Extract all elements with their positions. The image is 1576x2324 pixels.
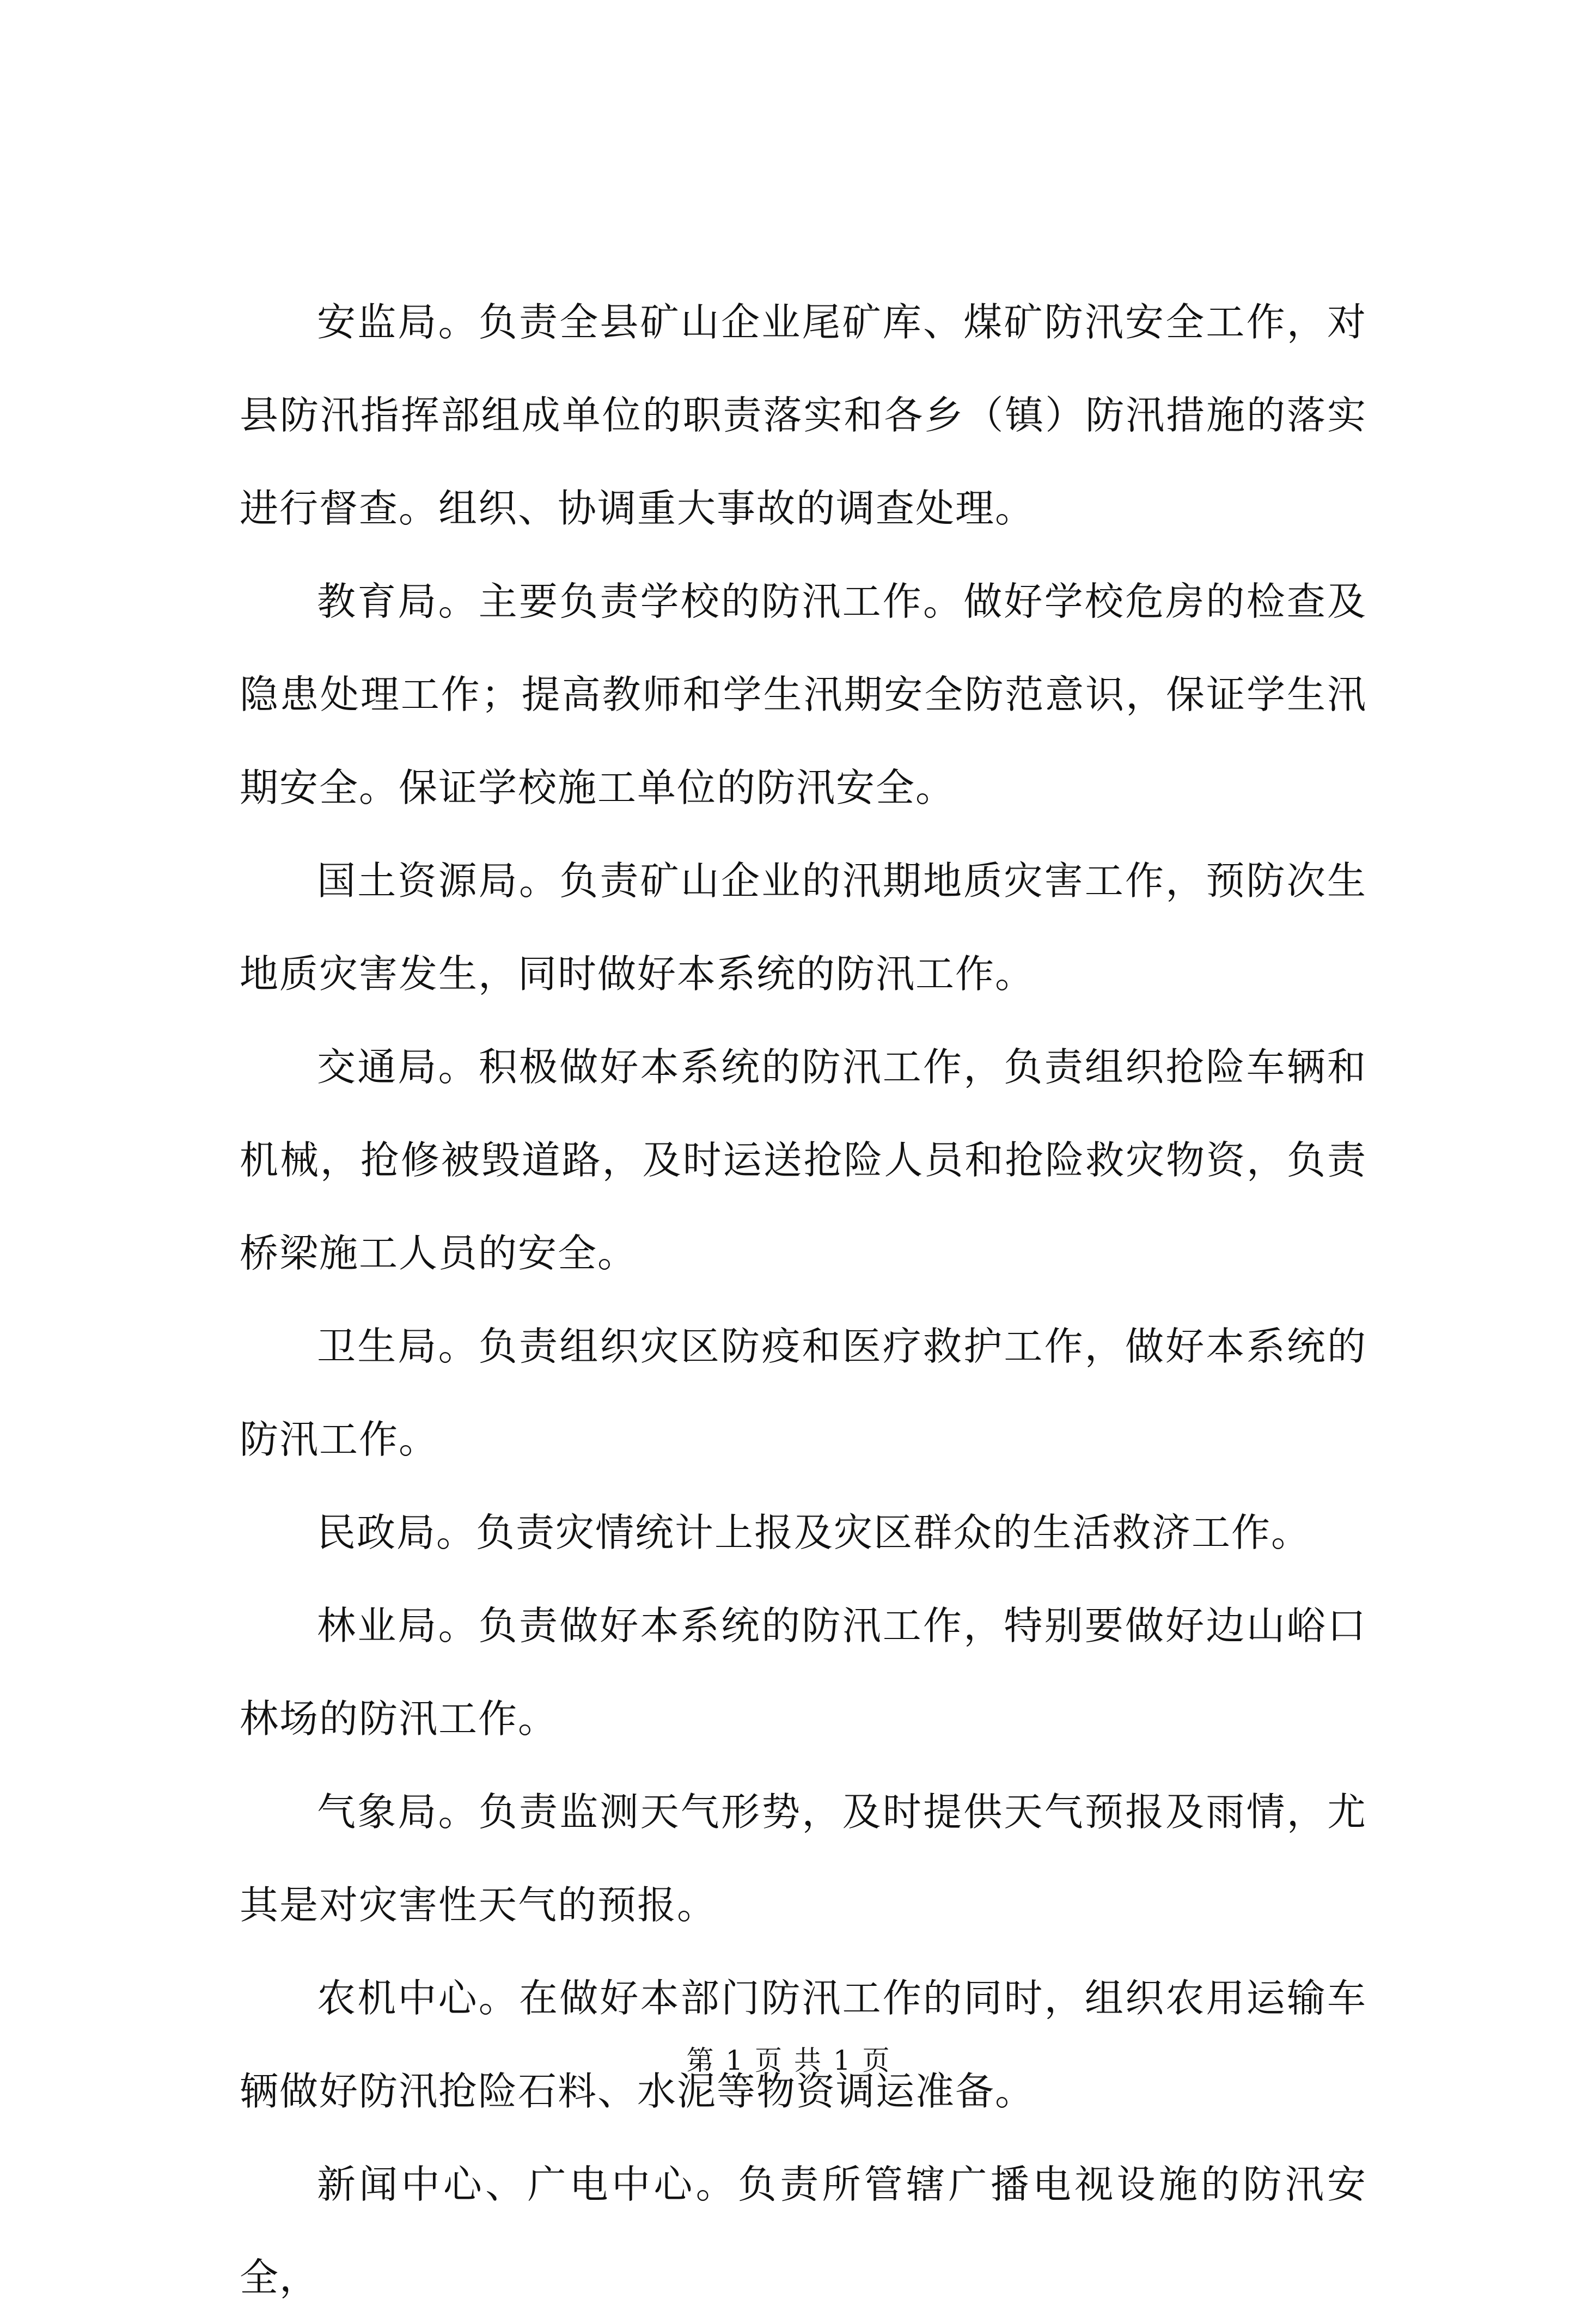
paragraph-education-bureau: 教育局。主要负责学校的防汛工作。做好学校危房的检查及隐患处理工作；提高教师和学生汛期安全防范意识，保证学生汛期安全。保证学校施工单位的防汛安全。 [240,579,1367,810]
paragraph-land-resources-bureau: 国土资源局。负责矿山企业的汛期地质灾害工作，预防次生地质灾害发生，同时做好本系统的防汛工作。 [240,858,1367,996]
paragraph-meteorology-bureau: 气象局。负责监测天气形势，及时提供天气预报及雨情，尤其是对灾害性天气的预报。 [240,1789,1367,1928]
paragraph-transport-bureau: 交通局。积极做好本系统的防汛工作，负责组织抢险车辆和机械，抢修被毁道路，及时运送抢险人员和抢险救灾物资，负责桥梁施工人员的安全。 [240,1044,1367,1276]
paragraph-agri-machinery-center: 农机中心。在做好本部门防汛工作的同时，组织农用运输车辆做好防汛抢险石料、水泥等物资调运准备。 [240,1976,1367,2114]
paragraph-safety-bureau: 安监局。负责全县矿山企业尾矿库、煤矿防汛安全工作，对县防汛指挥部组成单位的职责落实和各乡（镇）防汛措施的落实进行督查。组织、协调重大事故的调查处理。 [240,299,1367,531]
document-body [240,276,1367,2324]
paragraph-health-bureau: 卫生局。负责组织灾区防疫和医疗救护工作，做好本系统的防汛工作。 [240,1324,1367,1462]
paragraph-news-broadcast-center: 新闻中心、广电中心。负责所管辖广播电视设施的防汛安全， [240,2162,1367,2300]
paragraph-forestry-bureau: 林业局。负责做好本系统的防汛工作，特别要做好边山峪口林场的防汛工作。 [240,1603,1367,1741]
page-number-footer: 第 1 页 共 1 页 [686,2045,890,2076]
paragraph-civil-affairs-bureau: 民政局。负责灾情统计上报及灾区群众的生活救济工作。 [317,1510,1311,1555]
